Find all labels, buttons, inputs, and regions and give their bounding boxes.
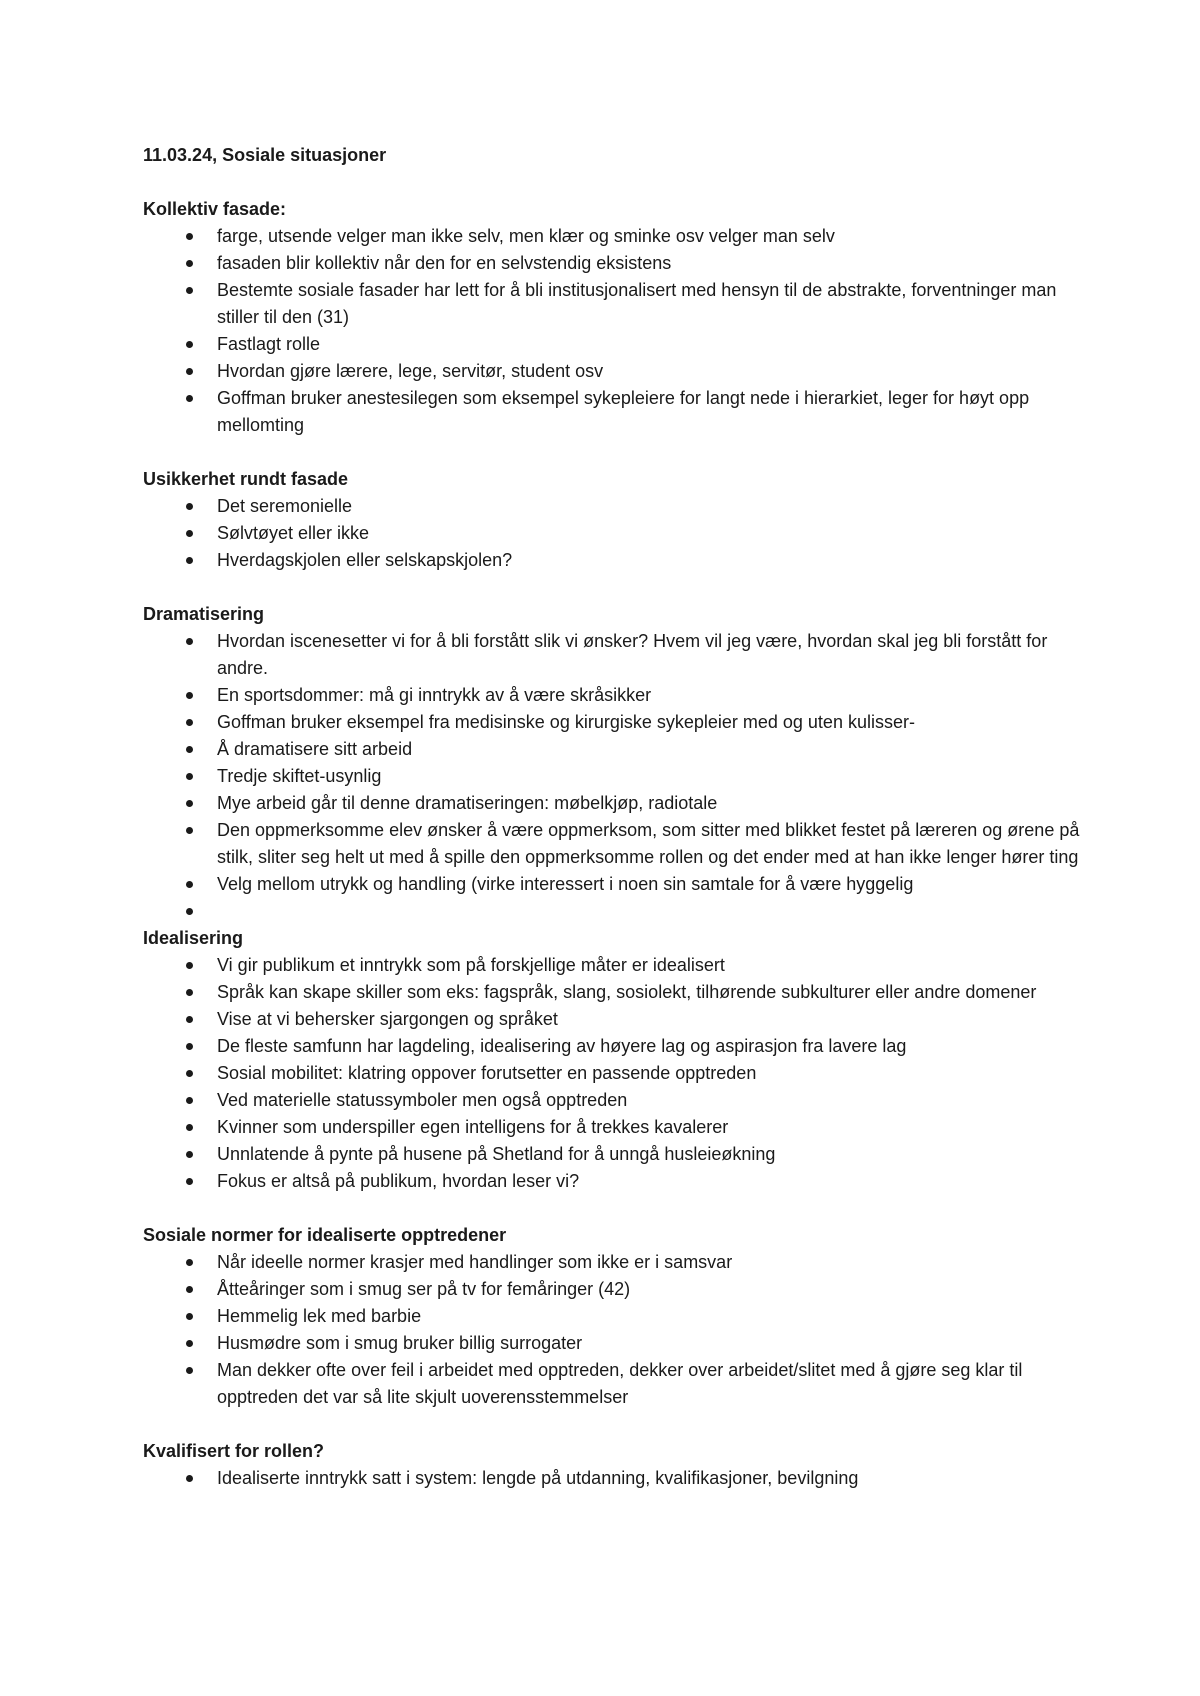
section-heading: Dramatisering bbox=[143, 604, 265, 624]
list-item bbox=[143, 1168, 1083, 1195]
list-item bbox=[143, 1303, 1083, 1330]
list-item bbox=[143, 1249, 1083, 1276]
bullet-icon bbox=[186, 1178, 193, 1185]
bullet-icon bbox=[186, 1367, 193, 1374]
bullet-icon bbox=[186, 719, 193, 726]
bullet-list bbox=[143, 628, 1083, 925]
list-item-text: fasaden blir kollektiv når den for en selvstendig eksistens bbox=[217, 253, 672, 273]
list-item bbox=[143, 736, 1083, 763]
list-item-text: Velg mellom utrykk og handling (virke interessert i noen sin samtale for å være hyggelig bbox=[217, 874, 914, 894]
list-item-text: Sosial mobilitet: klatring oppover forutsetter en passende opptreden bbox=[217, 1063, 757, 1083]
list-item bbox=[143, 1087, 1083, 1114]
list-item-text: Bestemte sosiale fasader har lett for å bli institusjonalisert med hensyn til de abstrakte, forventninger man stiller til den (31) bbox=[217, 280, 1057, 327]
bullet-icon bbox=[186, 746, 193, 753]
section-dramatisering bbox=[143, 601, 1083, 925]
list-item-text: Tredje skiftet-usynlig bbox=[217, 766, 382, 786]
list-item-text: Fastlagt rolle bbox=[217, 334, 321, 354]
list-item bbox=[143, 1330, 1083, 1357]
list-item-text: De fleste samfunn har lagdeling, idealisering av høyere lag og aspirasjon fra lavere lag bbox=[217, 1036, 907, 1056]
bullet-icon bbox=[186, 1313, 193, 1320]
document-page bbox=[143, 142, 1083, 1519]
list-item-text: Språk kan skape skiller som eks: fagspråk, slang, sosiolekt, tilhørende subkulturer eller andre domener bbox=[217, 982, 1037, 1002]
bullet-icon bbox=[186, 989, 193, 996]
list-item bbox=[143, 628, 1083, 682]
list-item bbox=[143, 250, 1083, 277]
bullet-icon bbox=[186, 233, 193, 240]
list-item-text: Idealiserte inntrykk satt i system: lengde på utdanning, kvalifikasjoner, bevilgning bbox=[217, 1468, 859, 1488]
list-item bbox=[143, 493, 1083, 520]
bullet-icon bbox=[186, 962, 193, 969]
bullet-list bbox=[143, 223, 1083, 439]
list-item bbox=[143, 817, 1083, 871]
list-item-text: Når ideelle normer krasjer med handlinger som ikke er i samsvar bbox=[217, 1252, 733, 1272]
bullet-icon bbox=[186, 881, 193, 888]
bullet-list bbox=[143, 1249, 1083, 1411]
list-item-text: Husmødre som i smug bruker billig surrogater bbox=[217, 1333, 583, 1353]
bullet-icon bbox=[186, 395, 193, 402]
list-item bbox=[143, 547, 1083, 574]
list-item bbox=[143, 790, 1083, 817]
list-item bbox=[143, 277, 1083, 331]
list-item-text: Å dramatisere sitt arbeid bbox=[217, 739, 413, 759]
bullet-icon bbox=[186, 287, 193, 294]
list-item-text: farge, utsende velger man ikke selv, men klær og sminke osv velger man selv bbox=[217, 226, 835, 246]
list-item bbox=[143, 979, 1083, 1006]
bullet-icon bbox=[186, 1259, 193, 1266]
list-item bbox=[143, 1276, 1083, 1303]
list-item bbox=[143, 385, 1083, 439]
section-kvalifisert-for-rollen bbox=[143, 1438, 1083, 1492]
bullet-icon bbox=[186, 503, 193, 510]
bullet-icon bbox=[186, 368, 193, 375]
list-item bbox=[143, 1033, 1083, 1060]
list-item-text: Vise at vi behersker sjargongen og språket bbox=[217, 1009, 558, 1029]
list-item bbox=[143, 763, 1083, 790]
list-item-text: Hemmelig lek med barbie bbox=[217, 1306, 422, 1326]
list-item-text: Goffman bruker eksempel fra medisinske og kirurgiske sykepleier med og uten kulisser- bbox=[217, 712, 915, 732]
list-item-text: Mye arbeid går til denne dramatiseringen: møbelkjøp, radiotale bbox=[217, 793, 718, 813]
list-item-text: Sølvtøyet eller ikke bbox=[217, 523, 370, 543]
list-item-text: Fokus er altså på publikum, hvordan leser vi? bbox=[217, 1171, 580, 1191]
bullet-icon bbox=[186, 773, 193, 780]
list-item bbox=[143, 1114, 1083, 1141]
list-item bbox=[143, 709, 1083, 736]
bullet-icon bbox=[186, 1016, 193, 1023]
bullet-icon bbox=[186, 638, 193, 645]
list-item bbox=[143, 223, 1083, 250]
section-heading: Idealisering bbox=[143, 928, 244, 948]
list-item bbox=[143, 952, 1083, 979]
bullet-icon bbox=[186, 1070, 193, 1077]
bullet-list bbox=[143, 493, 1083, 574]
list-item-text: Det seremonielle bbox=[217, 496, 353, 516]
list-item bbox=[143, 358, 1083, 385]
list-item bbox=[143, 1357, 1083, 1411]
section-heading: Kvalifisert for rollen? bbox=[143, 1441, 325, 1461]
bullet-icon bbox=[186, 908, 193, 915]
bullet-icon bbox=[186, 1124, 193, 1131]
list-item-text: Ved materielle statussymboler men også opptreden bbox=[217, 1090, 628, 1110]
bullet-icon bbox=[186, 341, 193, 348]
list-item-text: Kvinner som underspiller egen intelligens for å trekkes kavalerer bbox=[217, 1117, 729, 1137]
bullet-icon bbox=[186, 827, 193, 834]
bullet-icon bbox=[186, 1286, 193, 1293]
section-sosiale-normer bbox=[143, 1222, 1083, 1411]
bullet-icon bbox=[186, 530, 193, 537]
section-heading: Usikkerhet rundt fasade bbox=[143, 469, 349, 489]
list-item bbox=[143, 1060, 1083, 1087]
bullet-list bbox=[143, 952, 1083, 1195]
bullet-list bbox=[143, 1465, 1083, 1492]
list-item-text: En sportsdommer: må gi inntrykk av å være skråsikker bbox=[217, 685, 652, 705]
list-item bbox=[143, 898, 1083, 925]
list-item-text: Hverdagskjolen eller selskapskjolen? bbox=[217, 550, 513, 570]
bullet-icon bbox=[186, 800, 193, 807]
bullet-icon bbox=[186, 1340, 193, 1347]
section-usikkerhet-rundt-fasade bbox=[143, 466, 1083, 574]
bullet-icon bbox=[186, 1043, 193, 1050]
list-item bbox=[143, 331, 1083, 358]
list-item-text bbox=[217, 898, 1083, 925]
list-item-text: Goffman bruker anestesilegen som eksempel sykepleiere for langt nede i hierarkiet, leger for høyt opp mellomting bbox=[217, 388, 1030, 435]
list-item-text: Den oppmerksomme elev ønsker å være oppmerksom, som sitter med blikket festet på læreren og ørene på stilk, sliter seg helt ut med å spille den oppmerksomme rollen og det ender med at han ikke lenger hører ting bbox=[217, 820, 1080, 867]
list-item bbox=[143, 1465, 1083, 1492]
document-title: 11.03.24, Sosiale situasjoner bbox=[143, 145, 387, 165]
list-item-text: Hvordan iscenesetter vi for å bli forstått slik vi ønsker? Hvem vil jeg være, hvordan skal jeg bli forstått for andre. bbox=[217, 631, 1048, 678]
list-item-text: Åtteåringer som i smug ser på tv for femåringer (42) bbox=[217, 1279, 631, 1299]
list-item bbox=[143, 520, 1083, 547]
section-heading: Kollektiv fasade: bbox=[143, 199, 287, 219]
bullet-icon bbox=[186, 1151, 193, 1158]
bullet-icon bbox=[186, 1097, 193, 1104]
bullet-icon bbox=[186, 692, 193, 699]
bullet-icon bbox=[186, 1475, 193, 1482]
list-item-text: Unnlatende å pynte på husene på Shetland for å unngå husleieøkning bbox=[217, 1144, 776, 1164]
bullet-icon bbox=[186, 557, 193, 564]
list-item-text: Hvordan gjøre lærere, lege, servitør, student osv bbox=[217, 361, 604, 381]
bullet-icon bbox=[186, 260, 193, 267]
list-item bbox=[143, 682, 1083, 709]
list-item-text: Man dekker ofte over feil i arbeidet med opptreden, dekker over arbeidet/slitet med å gjøre seg klar til opptreden det var så lite skjult uoverensstemmelser bbox=[217, 1360, 1023, 1407]
list-item bbox=[143, 1141, 1083, 1168]
list-item-text: Vi gir publikum et inntrykk som på forskjellige måter er idealisert bbox=[217, 955, 725, 975]
list-item bbox=[143, 1006, 1083, 1033]
section-heading: Sosiale normer for idealiserte opptredener bbox=[143, 1225, 507, 1245]
list-item bbox=[143, 871, 1083, 898]
section-idealisering bbox=[143, 925, 1083, 1195]
section-kollektiv-fasade bbox=[143, 196, 1083, 439]
